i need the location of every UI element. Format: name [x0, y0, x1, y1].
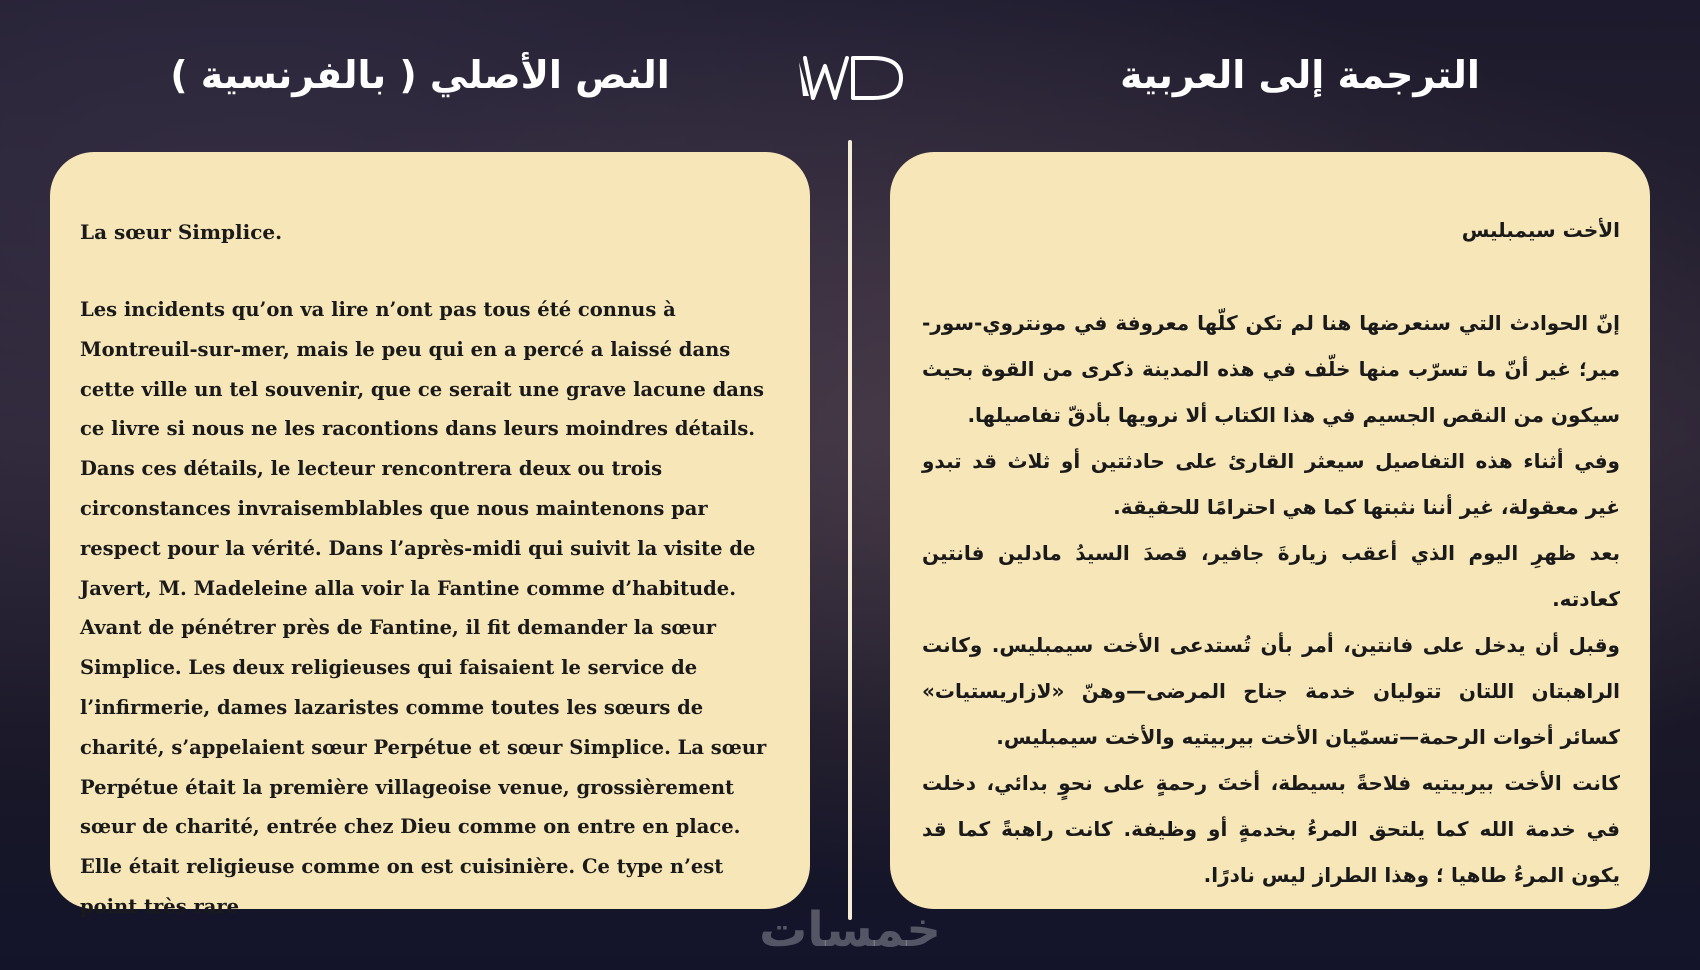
- translation-title: الترجمة إلى العربية: [1120, 53, 1480, 97]
- original-text-title: النص الأصلي ( بالفرنسية ): [170, 53, 670, 97]
- translation-heading: الأخت سيمبليس: [1461, 218, 1620, 242]
- translation-paragraph: وفي أثناء هذه التفاصيل سيعثر القارئ على حادثتين أو ثلاث قد تبدو غير معقولة، غير أننا نثبتها كما هي احترامًا للحقيقة.: [922, 449, 1620, 519]
- translation-panel: [890, 152, 1650, 909]
- translation-paragraph: إنّ الحوادث التي سنعرضها هنا لم تكن كلّها معروفة في مونتروي-سور-مير؛ غير أنّ ما تسرّب منها خلّف في هذه المدينة ذكرى من القوة بحيث سيكون من النقص الجسيم في هذا الكتاب ألا نرويها بأدقّ تفاصيلها.: [922, 311, 1620, 427]
- wd-logo: [795, 52, 907, 104]
- translation-paragraph: بعد ظهرِ اليوم الذي أعقب زيارةَ جافير، قصدَ السيدُ مادلين فانتين كعادته.: [922, 541, 1620, 611]
- original-text-panel: [50, 152, 810, 918]
- original-heading: La sœur Simplice.: [80, 220, 283, 244]
- translation-paragraph: وقبل أن يدخل على فانتين، أمر بأن تُستدعى الأخت سيمبليس. وكانت الراهبتان اللتان تتوليان خدمة جناح المرضى—وهنّ «لازاريستيات» كسائر أخوات الرحمة—تسمّيان الأخت بيربيتيه والأخت سيمبليس.: [922, 633, 1620, 749]
- original-body: Les incidents qu’on va lire n’ont pas tous été connus à Montreuil-sur-mer, mais le peu qui en a percé a laissé dans cette ville un tel souvenir, que ce serait une grave lacune dans ce livre si nous ne les racontions dans leurs moindres détails. Dans ces détails, le lecteur rencontrera deux ou trois circonstances invraisemblables que nous maintenons par respect pour la vérité. Dans l’après-midi qui suivit la visite de Javert, M. Madeleine alla voir la Fantine comme d’habitude. Avant de pénétrer près de Fantine, il fit demander la sœur Simplice. Les deux religieuses qui faisaient le service de l’infirmerie, dames lazaristes comme toutes les sœurs de charité, s’appelaient sœur Perpétue et sœur Simplice. La sœur Perpétue était la première villageoise venue, grossièrement sœur de charité, entrée chez Dieu comme on entre en place. Elle était religieuse comme on est cuisinière. Ce type n’est point très rare: [80, 298, 767, 918]
- khamsat-watermark: خمسات: [759, 902, 941, 958]
- translation-paragraph: كانت الأخت بيربيتيه فلاحةً بسيطة، أختَ رحمةٍ على نحوٍ بدائي، دخلت في خدمة الله كما يلتحق المرءُ بخدمةٍ أو وظيفة. كانت راهبةً كما قد يكون المرءُ طاهيا ؛ وهذا الطراز ليس نادرًا.: [922, 771, 1620, 887]
- center-divider: [848, 140, 852, 920]
